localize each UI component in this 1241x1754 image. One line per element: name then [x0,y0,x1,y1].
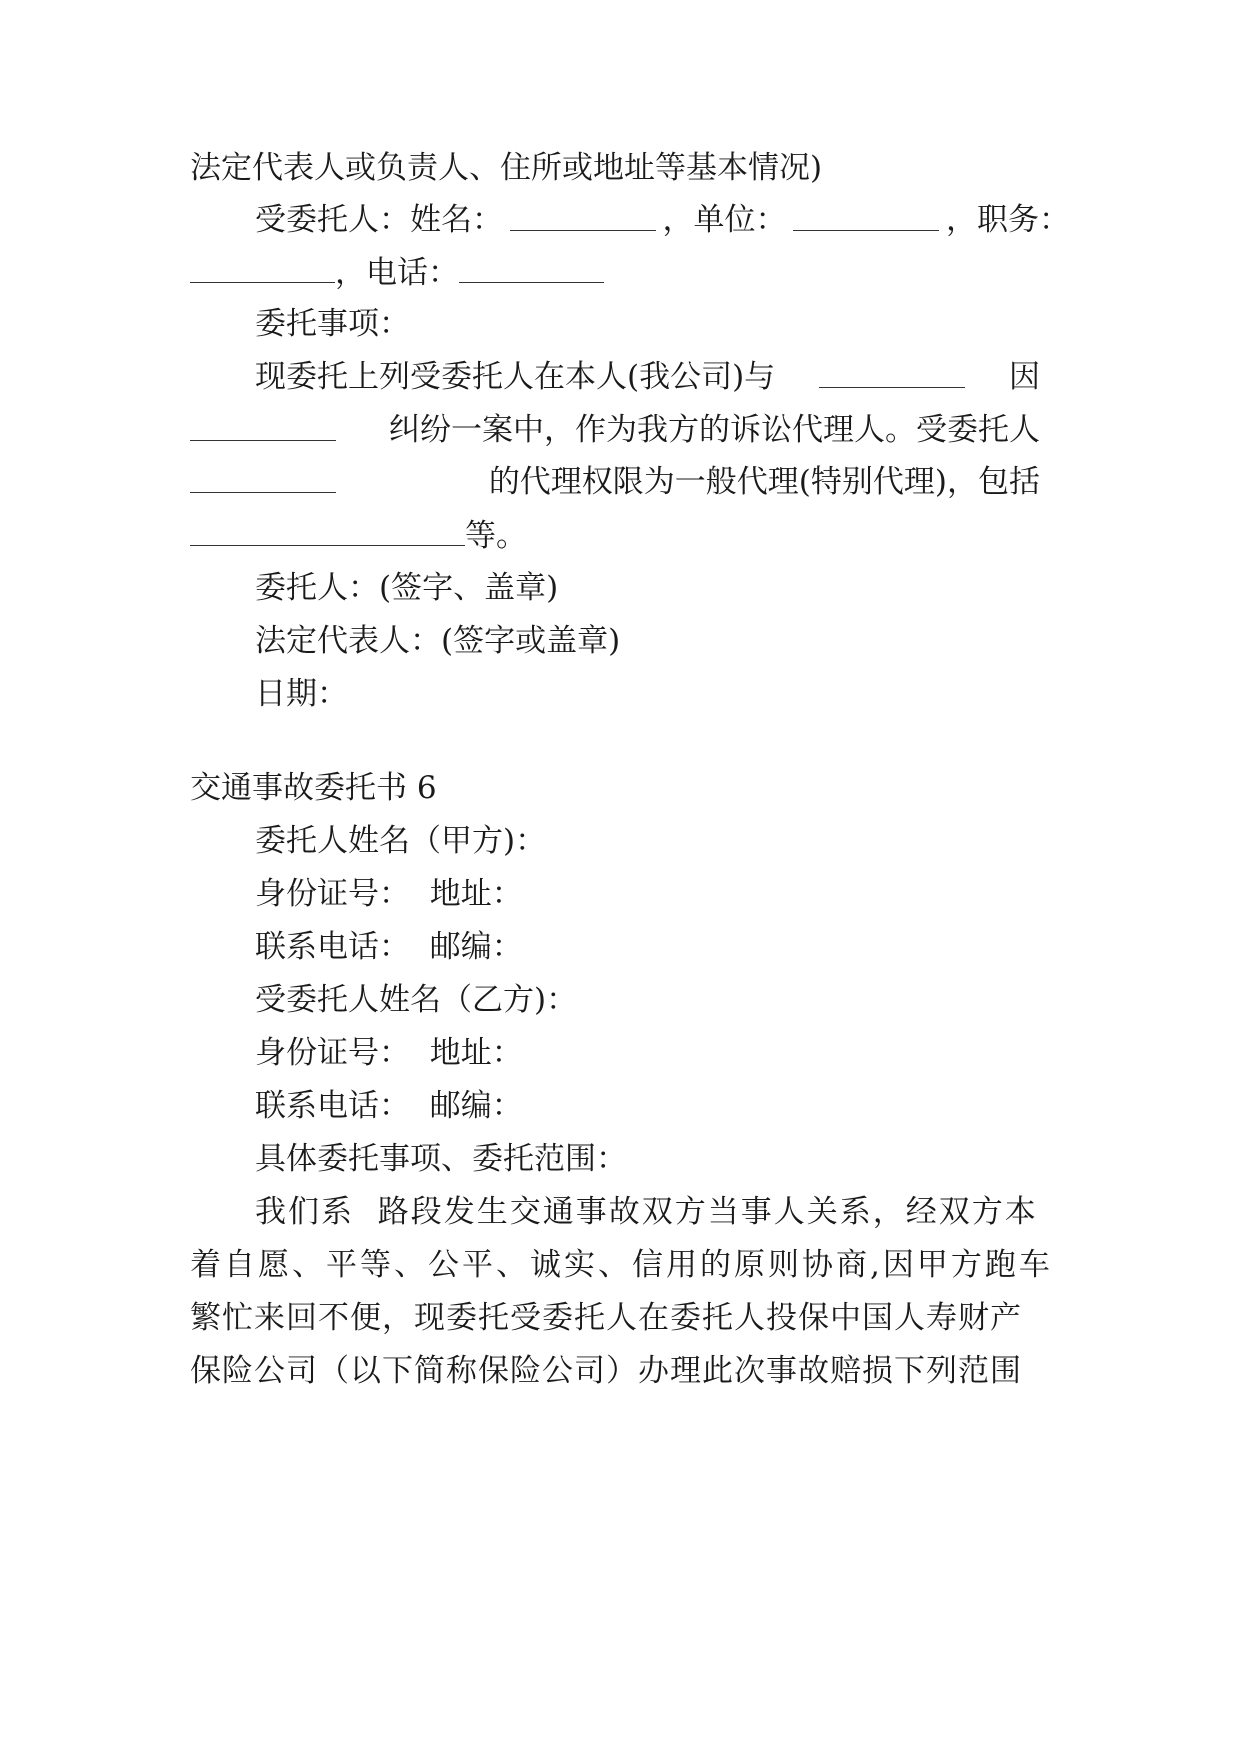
paragraph-text: 等。 [465,518,527,554]
party-b-phone-zip: 联系电话： 邮编： [255,1088,523,1124]
agent-name-blank [510,200,656,231]
body-line-1: 我们系 路段发生交通事故双方当事人关系，经双方本 [255,1194,1038,1230]
opposing-party-blank [819,357,965,388]
section-title: 交通事故委托书 6 [190,770,437,806]
agent-name-label: 受委托人：姓名： [255,202,503,238]
paragraph-line-1 [255,357,1040,397]
party-a-name: 委托人姓名（甲方)： [255,823,547,859]
date-label: 日期： [255,676,348,712]
party-a-phone-zip: 联系电话： 邮编： [255,929,523,965]
legal-rep-signature: 法定代表人：(签字或盖章) [255,623,621,659]
party-b-name: 受委托人姓名（乙方)： [255,982,578,1018]
paragraph-line-2 [190,410,1040,450]
unit-blank [793,200,939,231]
dispute-blank [190,410,336,441]
body-line-2: 着自愿、平等、公平、诚实、信用的原则协商,因甲方跑车 [190,1247,1053,1283]
paragraph-line-3 [190,462,1040,502]
agent-blank [190,462,336,493]
position-blank [190,252,335,283]
agent-info-line [255,200,1070,240]
phone-blank [459,252,604,283]
authority-blank [190,515,465,546]
paragraph-text: 的代理权限为一般代理(特别代理)，包括 [488,464,1040,500]
matters-label: 委托事项： [255,306,410,342]
unit-label: ，单位： [662,202,787,238]
party-a-id-address: 身份证号： 地址： [255,876,523,912]
position-phone-line [190,252,1060,293]
basic-info-line: 法定代表人或负责人、住所或地址等基本情况) [190,150,823,186]
position-label: ，职务： [946,202,1070,238]
paragraph-text: 纠纷一案中，作为我方的诉讼代理人。受委托人 [389,412,1040,448]
body-line-4: 保险公司（以下简称保险公司）办理此次事故赔损下列范围 [190,1353,1022,1389]
scope-label: 具体委托事项、委托范围： [255,1141,627,1177]
party-b-id-address: 身份证号： 地址： [255,1035,523,1071]
paragraph-text: 现委托上列受委托人在本人(我公司)与 [255,359,776,395]
principal-signature: 委托人：(签字、盖章) [255,570,559,606]
paragraph-text: 因 [1009,359,1040,395]
body-line-3: 繁忙来回不便，现委托受委托人在委托人投保中国人寿财产 [190,1300,1022,1336]
phone-label: ，电话： [335,255,459,291]
paragraph-line-4 [190,515,1060,556]
